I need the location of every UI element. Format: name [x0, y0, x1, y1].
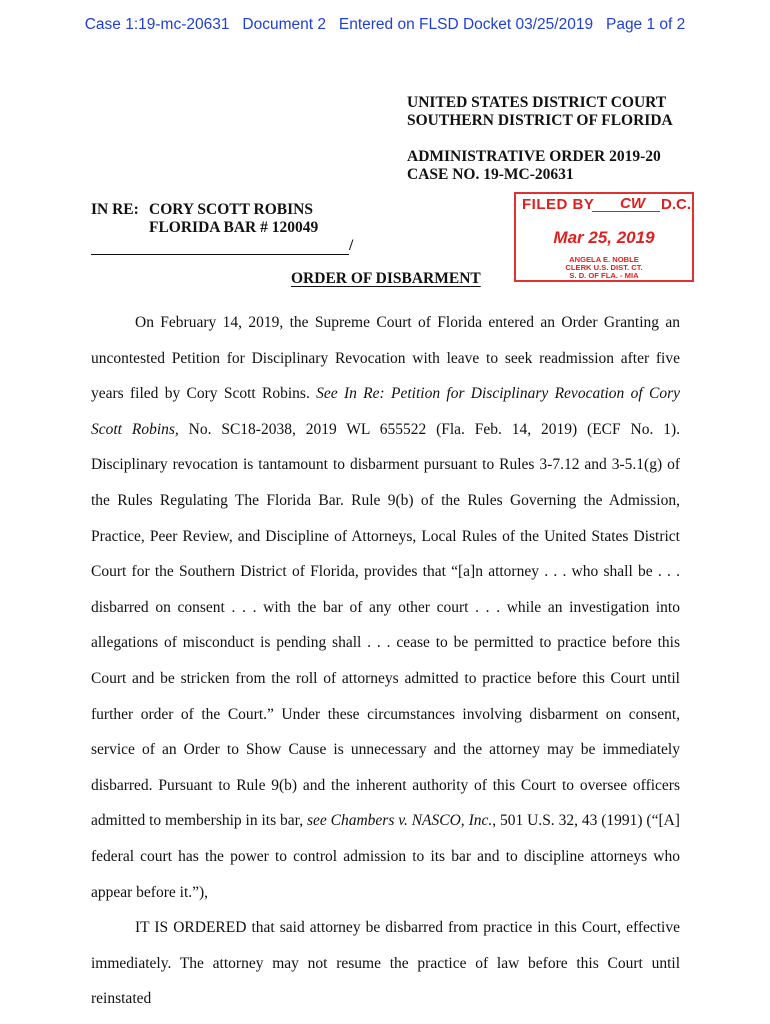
order-caption — [407, 148, 661, 184]
florida-bar-number: FLORIDA BAR # 120049 — [149, 219, 319, 236]
case-number: CASE NO. 19-MC-20631 — [407, 166, 574, 183]
body-paragraph-1 — [91, 305, 680, 910]
court-caption — [407, 94, 673, 130]
caption-divider-line — [91, 237, 354, 255]
order-title: ORDER OF DISBARMENT — [291, 270, 481, 287]
respondent-name: CORY SCOTT ROBINS — [149, 201, 313, 218]
stamp-filed-by: FILED BY — [522, 196, 595, 213]
stamp-clerk-district: S. D. OF FLA. - MIA — [569, 271, 639, 280]
stamp-date: Mar 25, 2019 — [553, 228, 655, 247]
stamp-initials: CW — [620, 195, 645, 212]
in-re-caption — [91, 201, 354, 255]
court-name-line2: SOUTHERN DISTRICT OF FLORIDA — [407, 112, 673, 129]
para1-text-c: , 501 U.S. 32, 43 (1991) (“[A] federal court has the power to control admission to its bar and to discipline attorneys who appear before it.”), — [91, 812, 680, 901]
para1-text-a: On February 14, 2019, the Supreme Court of Florida entered an Order Granting an uncontested Petition for Disciplinary Revocation with leave to seek readmission after five years filed by Cory Scott Robins. — [91, 314, 680, 403]
filed-stamp — [514, 192, 694, 282]
stamp-clerk-name: ANGELA E. NOBLE — [569, 255, 639, 264]
body-paragraph-2: IT IS ORDERED that said attorney be disbarred from practice in this Court, effective immediately. The attorney may not resume the practice of law before this Court until reinstated — [91, 919, 680, 1008]
stamp-dc: D.C. — [661, 196, 691, 213]
court-name-line1: UNITED STATES DISTRICT COURT — [407, 94, 667, 111]
para1-citation-2: see Chambers v. NASCO, Inc. — [306, 812, 493, 830]
para1-citation-1: See In Re: Petition for Disciplinary Revocation of Cory Scott Robins, — [91, 385, 680, 438]
ecf-docket-header: Case 1:19-mc-20631 Document 2 Entered on FLSD Docket 03/25/2019 Page 1 of 2 — [84, 16, 686, 33]
in-re-label: IN RE: — [91, 201, 139, 218]
administrative-order-number: ADMINISTRATIVE ORDER 2019-20 — [407, 148, 661, 165]
caption-slash: / — [349, 237, 354, 254]
stamp-clerk-block — [516, 256, 692, 280]
order-body — [91, 305, 680, 1017]
stamp-clerk-title: CLERK U.S. DIST. CT. — [565, 263, 643, 272]
para1-text-b: No. SC18-2038, 2019 WL 655522 (Fla. Feb. 14, 2019) (ECF No. 1). Disciplinary revocation is tantamount to disbarment pursuant to Rules 3-7.12 and 3-5.1(g) of the Rules Regulating The Florida Bar. Rule 9(b) of the Rules Governing the Admission, Practice, Peer Review, and Discipline of Attorneys, Local Rules of the United States District Court for the Southern District of Florida, provides that “[a]n attorney . . . who shall be . . . disbarred on consent . . . with the bar of any other court . . . while an investigation into allegations of misconduct is pending shall . . . cease to be permitted to practice before this Court and be stricken from the roll of attorneys admitted to practice before this Court until further order of the Court.” Under these circumstances involving disbarment on consent, service of an Order to Show Cause is unnecessary and the attorney may be immediately disbarred. Pursuant to Rule 9(b) and the inherent authority of this Court to oversee officers admitted to membership in its bar, — [91, 420, 680, 830]
